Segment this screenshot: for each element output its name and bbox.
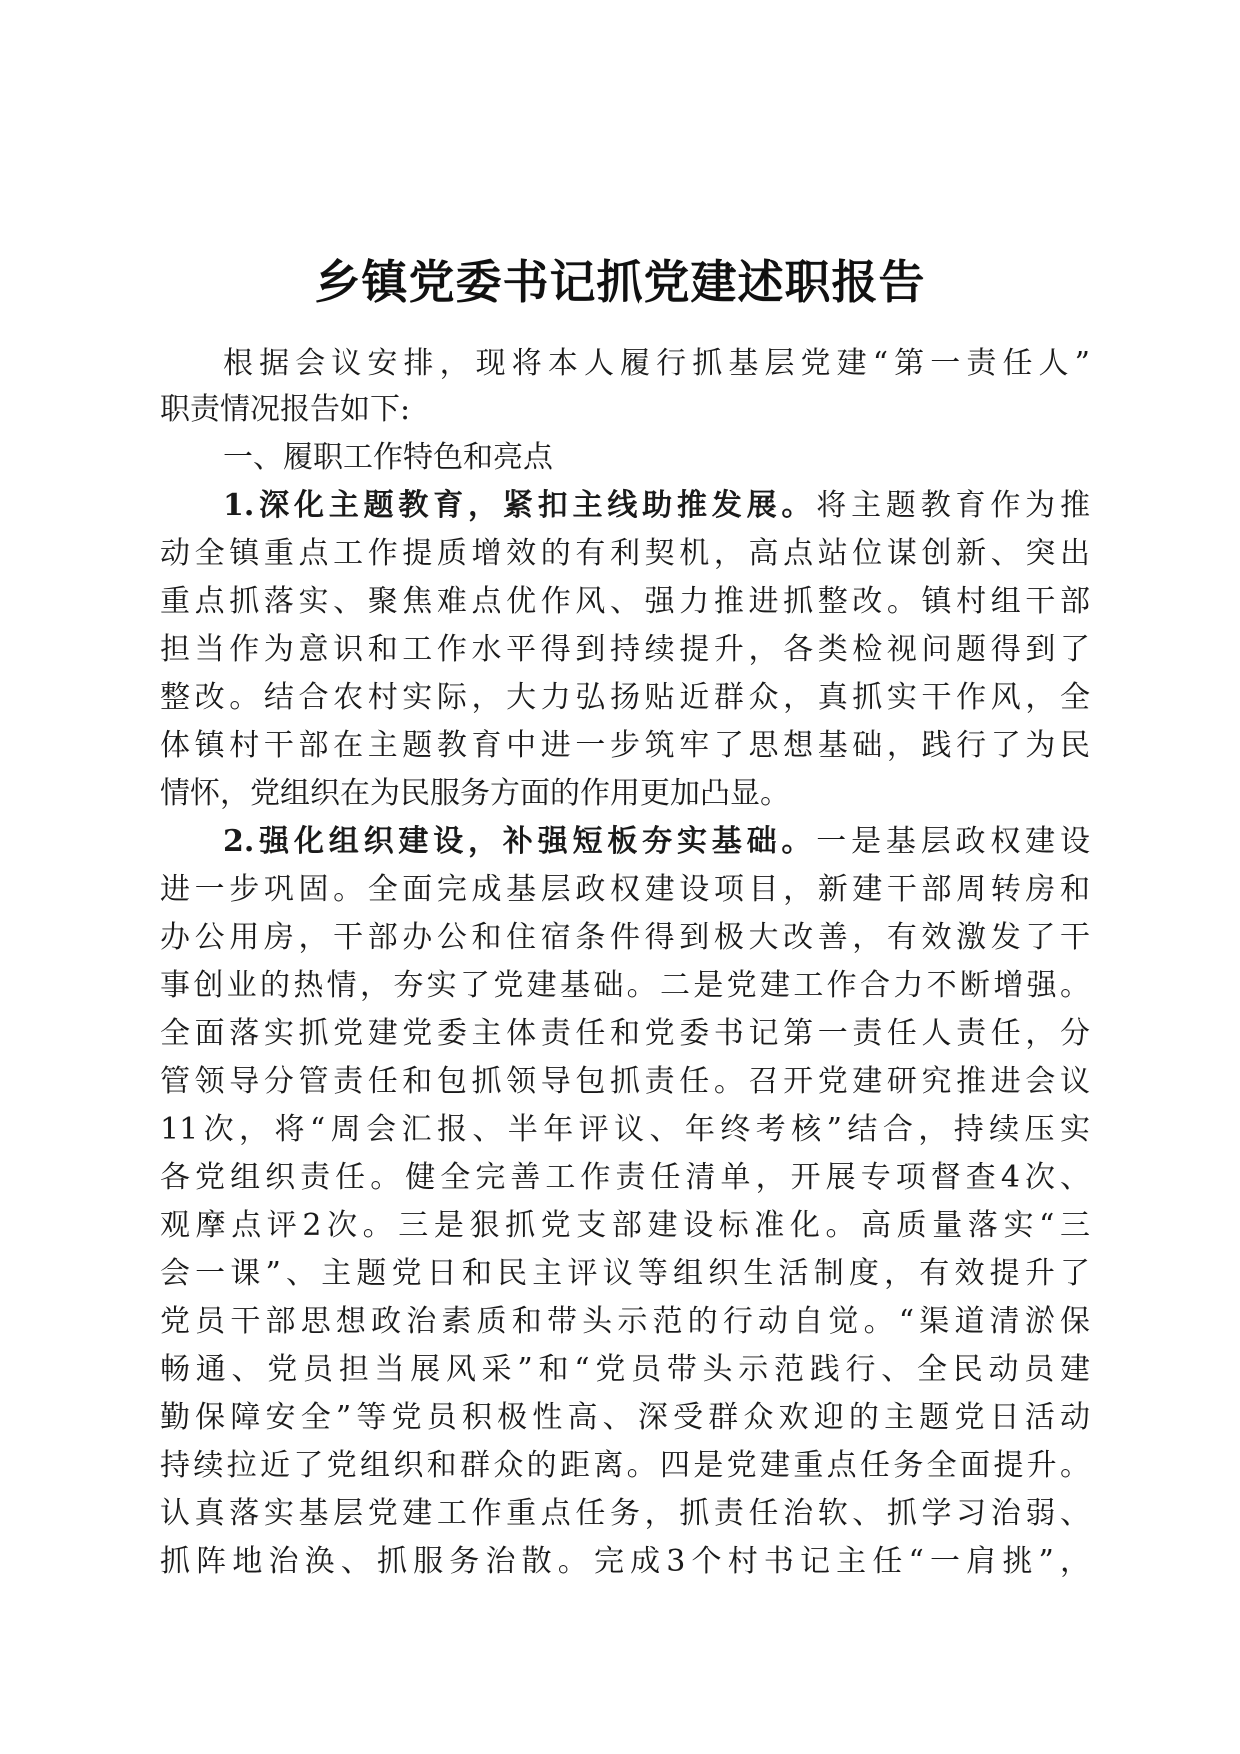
item2-line-6: 管领导分管责任和包抓领导包抓责任。召开党建研究推进会议 bbox=[160, 1064, 1090, 1099]
item2-line-1-text: 一是基层政权建设 bbox=[816, 824, 1091, 859]
intro-line-1: 根据会议安排，现将本人履行抓基层党建“第一责任人” bbox=[223, 346, 1090, 381]
item1-line-3: 重点抓落实、聚焦难点优作风、强力推进抓整改。镇村组干部 bbox=[160, 584, 1090, 619]
item1-heading: 1.深化主题教育，紧扣主线助推发展。 bbox=[223, 488, 817, 523]
intro-line-2: 职责情况报告如下: bbox=[160, 392, 411, 427]
item2-line-1 bbox=[223, 820, 1090, 864]
item2-line-10: 会一课”、主题党日和民主评议等组织生活制度，有效提升了 bbox=[160, 1256, 1090, 1291]
item2-line-8: 各党组织责任。健全完善工作责任清单，开展专项督查4次、 bbox=[160, 1160, 1090, 1195]
item1-line-2: 动全镇重点工作提质增效的有利契机，高点站位谋创新、突出 bbox=[160, 536, 1090, 571]
item2-line-12: 畅通、党员担当展风采”和“党员带头示范践行、全民动员建 bbox=[160, 1352, 1090, 1387]
item2-line-13: 勤保障安全”等党员积极性高、深受群众欢迎的主题党日活动 bbox=[160, 1400, 1090, 1435]
item2-line-4: 事创业的热情，夯实了党建基础。二是党建工作合力不断增强。 bbox=[160, 968, 1090, 1003]
item1-line-1-text: 将主题教育作为推 bbox=[816, 488, 1091, 523]
item2-heading: 2.强化组织建设，补强短板夯实基础。 bbox=[223, 824, 817, 859]
item1-line-7: 情怀，党组织在为民服务方面的作用更加凸显。 bbox=[160, 776, 790, 811]
item2-line-15: 认真落实基层党建工作重点任务，抓责任治软、抓学习治弱、 bbox=[160, 1496, 1090, 1531]
item1-line-6: 体镇村干部在主题教育中进一步筑牢了思想基础，践行了为民 bbox=[160, 728, 1090, 763]
item2-line-14: 持续拉近了党组织和群众的距离。四是党建重点任务全面提升。 bbox=[160, 1448, 1090, 1483]
item2-line-9: 观摩点评2次。三是狠抓党支部建设标准化。高质量落实“三 bbox=[160, 1208, 1090, 1243]
item2-line-7: 11次，将“周会汇报、半年评议、年终考核”结合，持续压实 bbox=[160, 1112, 1090, 1147]
item1-line-5: 整改。结合农村实际，大力弘扬贴近群众，真抓实干作风，全 bbox=[160, 680, 1090, 715]
section-heading-1: 一、履职工作特色和亮点 bbox=[223, 440, 553, 475]
item2-line-16: 抓阵地治涣、抓服务治散。完成3个村书记主任“一肩挑”， bbox=[160, 1544, 1090, 1579]
item1-line-4: 担当作为意识和工作水平得到持续提升，各类检视问题得到了 bbox=[160, 632, 1090, 667]
item1-line-1 bbox=[223, 484, 1090, 528]
item2-line-11: 党员干部思想政治素质和带头示范的行动自觉。“渠道清淤保 bbox=[160, 1304, 1090, 1339]
item2-line-5: 全面落实抓党建党委主体责任和党委书记第一责任人责任，分 bbox=[160, 1016, 1090, 1051]
document-title: 乡镇党委书记抓党建述职报告 bbox=[314, 255, 926, 309]
item2-line-3: 办公用房，干部办公和住宿条件得到极大改善，有效激发了干 bbox=[160, 920, 1090, 955]
item2-line-2: 进一步巩固。全面完成基层政权建设项目，新建干部周转房和 bbox=[160, 872, 1090, 907]
